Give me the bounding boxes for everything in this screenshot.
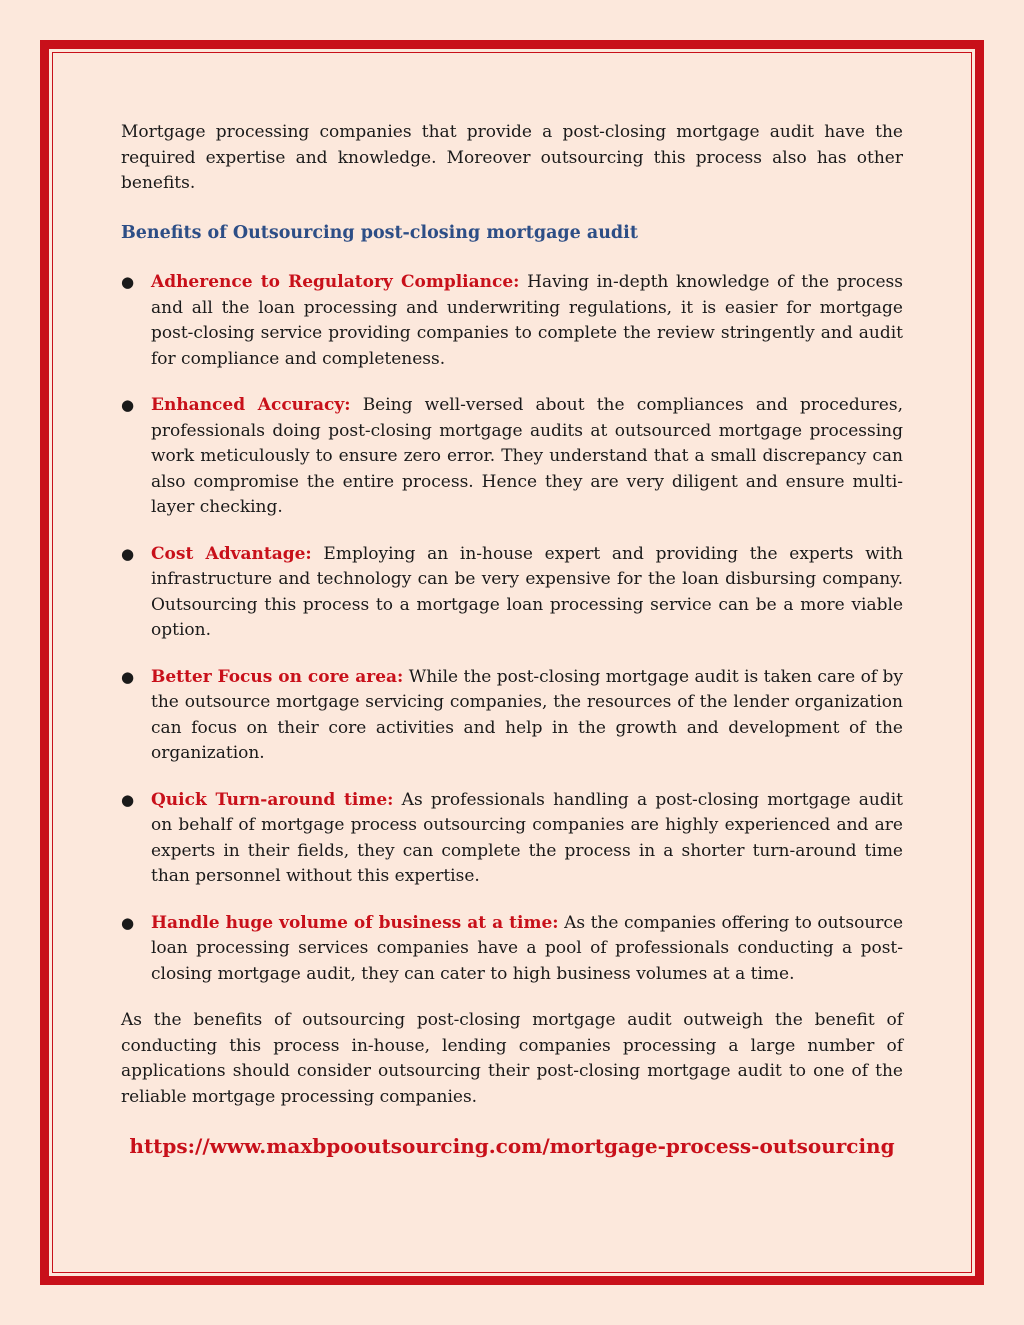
benefit-text: As professionals handling a post-closing mortgage audit on behalf of mortgage process outsourcing companies are highly experienced and are experts in their fields, they can complete the process in a shorter turn-around time than personnel without this expertise. [151,789,903,886]
bullet-icon: ● [121,913,135,932]
section-heading: Benefits of Outsourcing post-closing mortgage audit [121,222,638,243]
benefit-item-huge-volume [121,911,903,988]
benefit-text: Employing an in-house expert and providing the experts with infrastructure and technology can be very expensive for the loan disbursing company. Outsourcing this process to a mortgage loan processing service can be a more viable option. [151,543,904,640]
bullet-icon: ● [121,667,135,686]
benefit-term: Quick Turn-around time: [151,789,394,810]
website-link[interactable]: https://www.maxbpooutsourcing.com/mortgage-process-outsourcing [129,1134,895,1158]
bullet-icon: ● [121,396,135,414]
benefit-text: Being well-versed about the compliances and procedures, professionals doing post-closing mortgage audits at outsourced mortgage processing work meticulously to ensure zero error. They understand that a small discrepancy can also compromise the entire process. Hence they are very diligent and ensure multi-layer checking. [151,395,903,517]
benefit-item-regulatory-compliance [121,270,903,372]
benefit-item-cost-advantage [121,542,903,644]
benefit-item-quick-turnaround [121,788,903,890]
bullet-icon: ● [121,790,135,809]
benefit-term: Handle huge volume of business at a time: [151,912,559,933]
benefit-text: As the companies offering to outsource loan processing services companies have a pool of professionals conducting a post-closing mortgage audit, they can cater to high business volumes at a time. [151,912,904,984]
bullet-icon: ● [121,544,135,563]
benefit-text: While the post-closing mortgage audit is taken care of by the outsource mortgage servicing companies, the resources of the lender organization can focus on their core activities and help in the growth and development of the organization. [151,666,903,763]
benefit-term: Adherence to Regulatory Compliance: [151,272,520,292]
benefit-term: Enhanced Accuracy: [151,395,351,415]
intro-paragraph: Mortgage processing companies that provide a post-closing mortgage audit have the required expertise and knowledge. Moreover outsourcing this process also has other benefits. [121,122,903,193]
conclusion-paragraph: As the benefits of outsourcing post-closing mortgage audit outweigh the benefit of conducting this process in-house, lending companies processing a large number of applications should consider outsourcing their post-closing mortgage audit to one of the reliable mortgage processing companies. [121,1010,903,1107]
bullet-icon: ● [121,273,135,291]
document-body [121,120,903,1160]
benefit-term: Cost Advantage: [151,543,312,564]
benefits-list [121,270,903,987]
benefit-text: Having in-depth knowledge of the process and all the loan processing and underwriting regulations, it is easier for mortgage post-closing service providing companies to complete the review stringently and audit for compliance and completeness. [151,272,904,369]
benefit-item-better-focus [121,665,903,767]
benefit-term: Better Focus on core area: [151,666,404,687]
benefit-item-enhanced-accuracy [121,393,903,521]
